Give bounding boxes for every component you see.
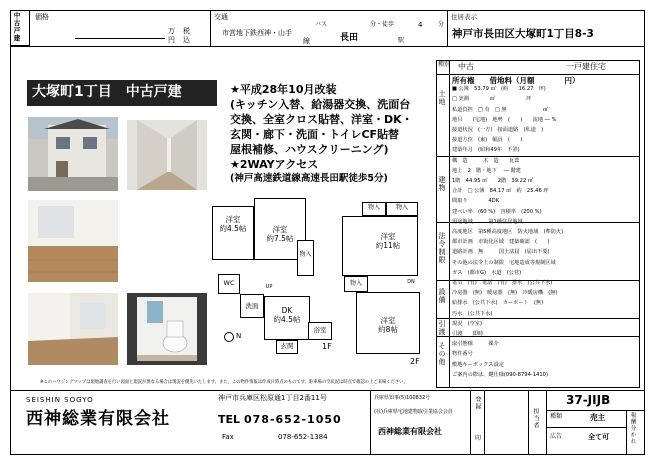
code: 37-JIJB <box>566 393 611 407</box>
seal-label: 印 <box>475 435 482 442</box>
spec-section-line <box>436 74 640 75</box>
footer-divider <box>484 390 485 455</box>
room-label: WC <box>223 279 235 287</box>
spec-section-line <box>436 318 640 319</box>
spec-row: 給排水 (公共下水) カーポート (無) <box>452 300 544 307</box>
spec-row: 汚水 (公共下水) <box>452 310 493 317</box>
address: 神戸市長田区大塚町1丁目8-3 <box>452 28 594 40</box>
company-small: 西神総業有限会社 <box>378 427 442 436</box>
photo-hallway <box>127 120 207 190</box>
point-line: 玄関・廊下・洗面・トイレCF貼替 <box>230 128 400 141</box>
walk-minutes: 4 <box>418 21 423 29</box>
spec-land-label: 土地 <box>438 90 446 106</box>
header-bottom-line <box>10 46 645 47</box>
spec-row: 現況 (空室) <box>452 320 482 327</box>
spec-row: 構 造 木 造 瓦葺 <box>452 157 520 164</box>
spec-row: 私道負担 □ 有 □ 無 ㎡ <box>452 106 549 113</box>
photo-exterior <box>28 117 118 191</box>
spec-row: 物件番号 <box>452 351 473 358</box>
transport-label: 交通 <box>214 13 228 21</box>
type-label: 種類 <box>550 413 563 420</box>
price-unit-yen: 円 <box>168 36 175 44</box>
spec-legal-label: 法令制限 <box>438 232 446 264</box>
photo-room-2 <box>28 293 118 365</box>
stair-down-label: DN <box>407 279 415 285</box>
room-label: 洋室 約11帖 <box>375 232 401 250</box>
room-label: 洗面 <box>245 302 259 310</box>
association: (社)兵庫県宅地建物取引業協会会員 <box>374 409 453 415</box>
spec-row: 間取り 4DK <box>452 198 500 205</box>
spec-row: 取引態様 媒介 <box>452 341 499 348</box>
spec-row: 都市計画 市街化区域 建築確認 ( ) <box>452 239 550 246</box>
spec-row: 引渡 即時 <box>452 331 546 337</box>
stair-up-label: UP <box>265 284 273 290</box>
footer-divider <box>470 390 471 455</box>
main-bottom-line <box>10 390 645 391</box>
photo-toilet <box>127 293 207 365</box>
footer-hline <box>546 427 626 428</box>
fee-label: 報酬分かれ <box>629 412 636 445</box>
spec-row: 1階 44.95 ㎡ 2階 39.22 ㎡ <box>452 178 534 184</box>
bus-label: バス <box>315 21 328 28</box>
spec-row: 敷地キーボックス設定 <box>452 361 504 368</box>
spec-row: 接道状況 (一方) 接面道路 (私道 ) <box>452 127 544 133</box>
station-name: 長田 <box>340 33 359 43</box>
hallway-image <box>127 120 207 190</box>
toilet-image <box>127 293 207 365</box>
point-line: (神戸高速鉄道線高速長田駅徒歩5分) <box>230 173 388 184</box>
spec-row: ■ 公簿 53.79 ㎡ (約 16.27 坪) <box>452 86 546 93</box>
spec-section-line <box>436 156 640 157</box>
spec-row: その他の法令上の制限 宅地造成等規制区域 <box>452 259 556 266</box>
spec-row: 用途地域 第1種住居地域 <box>452 218 523 225</box>
ad-value: 全て可 <box>588 433 609 441</box>
tel-label: TEL <box>218 413 241 426</box>
spec-transfer-label: 引渡 <box>438 320 446 336</box>
footer-divider <box>626 410 627 455</box>
spec-type-label: 種別 <box>438 61 451 68</box>
transport-line: 市営地下鉄西神・山手 <box>222 29 292 37</box>
spec-row: 合計 □ 公簿 84.17 ㎡ 約 25.46 坪 <box>452 188 549 195</box>
spec-col-divider <box>449 60 450 388</box>
spec-row: 地上 2 階・地下 ― 階建 <box>452 167 521 174</box>
reg-label: 登録 <box>474 396 481 410</box>
header-divider-1 <box>210 10 211 46</box>
spec-row: 所有権 借地料（月額 円） <box>452 76 580 85</box>
points-block <box>230 82 430 186</box>
room-label: 玄関 <box>280 342 294 350</box>
point-line: ★平成28年10月改装 <box>230 83 337 96</box>
room-label: 物入 <box>395 204 408 211</box>
company-name: 西神総業有限会社 <box>26 409 170 429</box>
point-line: 交換、全室クロス貼替、洋室・DK・ <box>230 113 413 126</box>
spec-row: 電気 (有) 電話 (有) 排水 (公共下水) <box>452 280 553 286</box>
spec-facilities-label: 設備 <box>438 288 446 304</box>
spec-row: 接道方位 (東) 幅員 ( ) <box>452 137 523 144</box>
spec-row: ご案内の際は、鍵仕様(090-8794-1410) <box>452 371 548 378</box>
point-line: (キッチン入替、給湯器交換、洗面台 <box>230 98 411 111</box>
spec-other-label: その他 <box>438 342 446 366</box>
footer-divider <box>546 390 547 455</box>
north-arrow-icon: N <box>236 332 242 340</box>
spec-row: ガス (都市G) 水道 (公営) <box>452 269 522 276</box>
header-side-label: 中古戸建 <box>12 12 21 42</box>
person-label: 担当者 <box>532 408 539 429</box>
tax-label: 税 <box>183 27 190 35</box>
spec-row: 建築年月 (昭和49年 不詳) <box>452 147 520 154</box>
spec-building-label: 建物 <box>438 176 446 192</box>
exterior-image <box>28 117 118 191</box>
footnote: ※このハウジングマップは現地調査を行い図面と現況が異なる場合は現況を優先いたします。また、この物件情報は作成日時点のものです。駐車場の空状況は時点で確認の上ご来場ください。 <box>40 380 408 385</box>
header-divider-2 <box>447 10 448 46</box>
room-label: 洋室 約8帖 <box>378 316 398 334</box>
address-label: 住居表示 <box>451 13 477 21</box>
fax-label: Fax <box>222 433 234 441</box>
room-label: 物入 <box>367 204 380 211</box>
room-image <box>28 200 118 282</box>
line-suffix: 線 <box>303 37 310 45</box>
footer-hline <box>546 410 645 411</box>
point-line: 屋根補修、ハウスクリーニング) <box>230 143 389 156</box>
spec-row: 地目 (宅地) 地勢 ( ) 流地 ― % <box>452 116 557 123</box>
room-label: 洋室 約4.5帖 <box>219 215 247 233</box>
spec-type-value: 中古 <box>458 62 474 71</box>
min-label: 分・徒歩 <box>370 21 395 28</box>
price-unit-man: 万 <box>168 27 175 35</box>
spec-row: □ 実測 ㎡ 坪 <box>452 96 532 103</box>
company-address: 神戸市兵庫区松原通1丁目2番11号 <box>218 394 327 402</box>
room-label: DK 約4.5帖 <box>273 306 301 324</box>
station-suffix: 駅 <box>398 37 405 44</box>
spec-row: 冷房器 (無) 暖房器 (無) 冷暖房機 (無) <box>452 290 558 297</box>
min-suffix: 分 <box>438 21 445 28</box>
room-2-image <box>28 293 118 365</box>
photo-room <box>28 200 118 282</box>
footer-divider <box>528 390 529 455</box>
price-label: 価格 <box>35 13 49 21</box>
spec-row: 建ぺい率 (60 %) 容積率 (200 %) <box>452 208 542 215</box>
room-label: 浴室 <box>313 326 327 334</box>
sale-label: 売主 <box>590 413 605 422</box>
title-main: 大塚町1丁目 中古戸建 <box>32 84 182 100</box>
room-label: 洋室 約7.5帖 <box>266 225 294 243</box>
point-line: ★2WAYアクセス <box>230 158 319 171</box>
room-label: 物入 <box>299 251 312 258</box>
floor-1f-label: 1F <box>322 342 332 351</box>
fax-number: 078-652-1384 <box>278 433 328 441</box>
ad-label: 広告 <box>550 433 563 440</box>
spec-row: 道路計画 無 国土法届 (届出不要) <box>452 249 550 256</box>
license-number: 兵庫県知事(5)100832号 <box>374 395 431 401</box>
price-underline <box>75 38 165 39</box>
spec-type-detail: 一戸建住宅 <box>566 62 606 71</box>
floor-2f-label: 2F <box>410 357 420 366</box>
compass-icon <box>224 332 234 342</box>
footer-divider <box>370 390 371 455</box>
tel-number: 078-652-1050 <box>244 413 342 426</box>
room-label: 物入 <box>349 280 362 287</box>
company-en: SEISHIN SOGYO <box>26 396 94 404</box>
spec-row: 高度地区 第5種高度地区 防火地域 (準防火) <box>452 229 564 235</box>
tax-inc: 込 <box>183 36 190 44</box>
